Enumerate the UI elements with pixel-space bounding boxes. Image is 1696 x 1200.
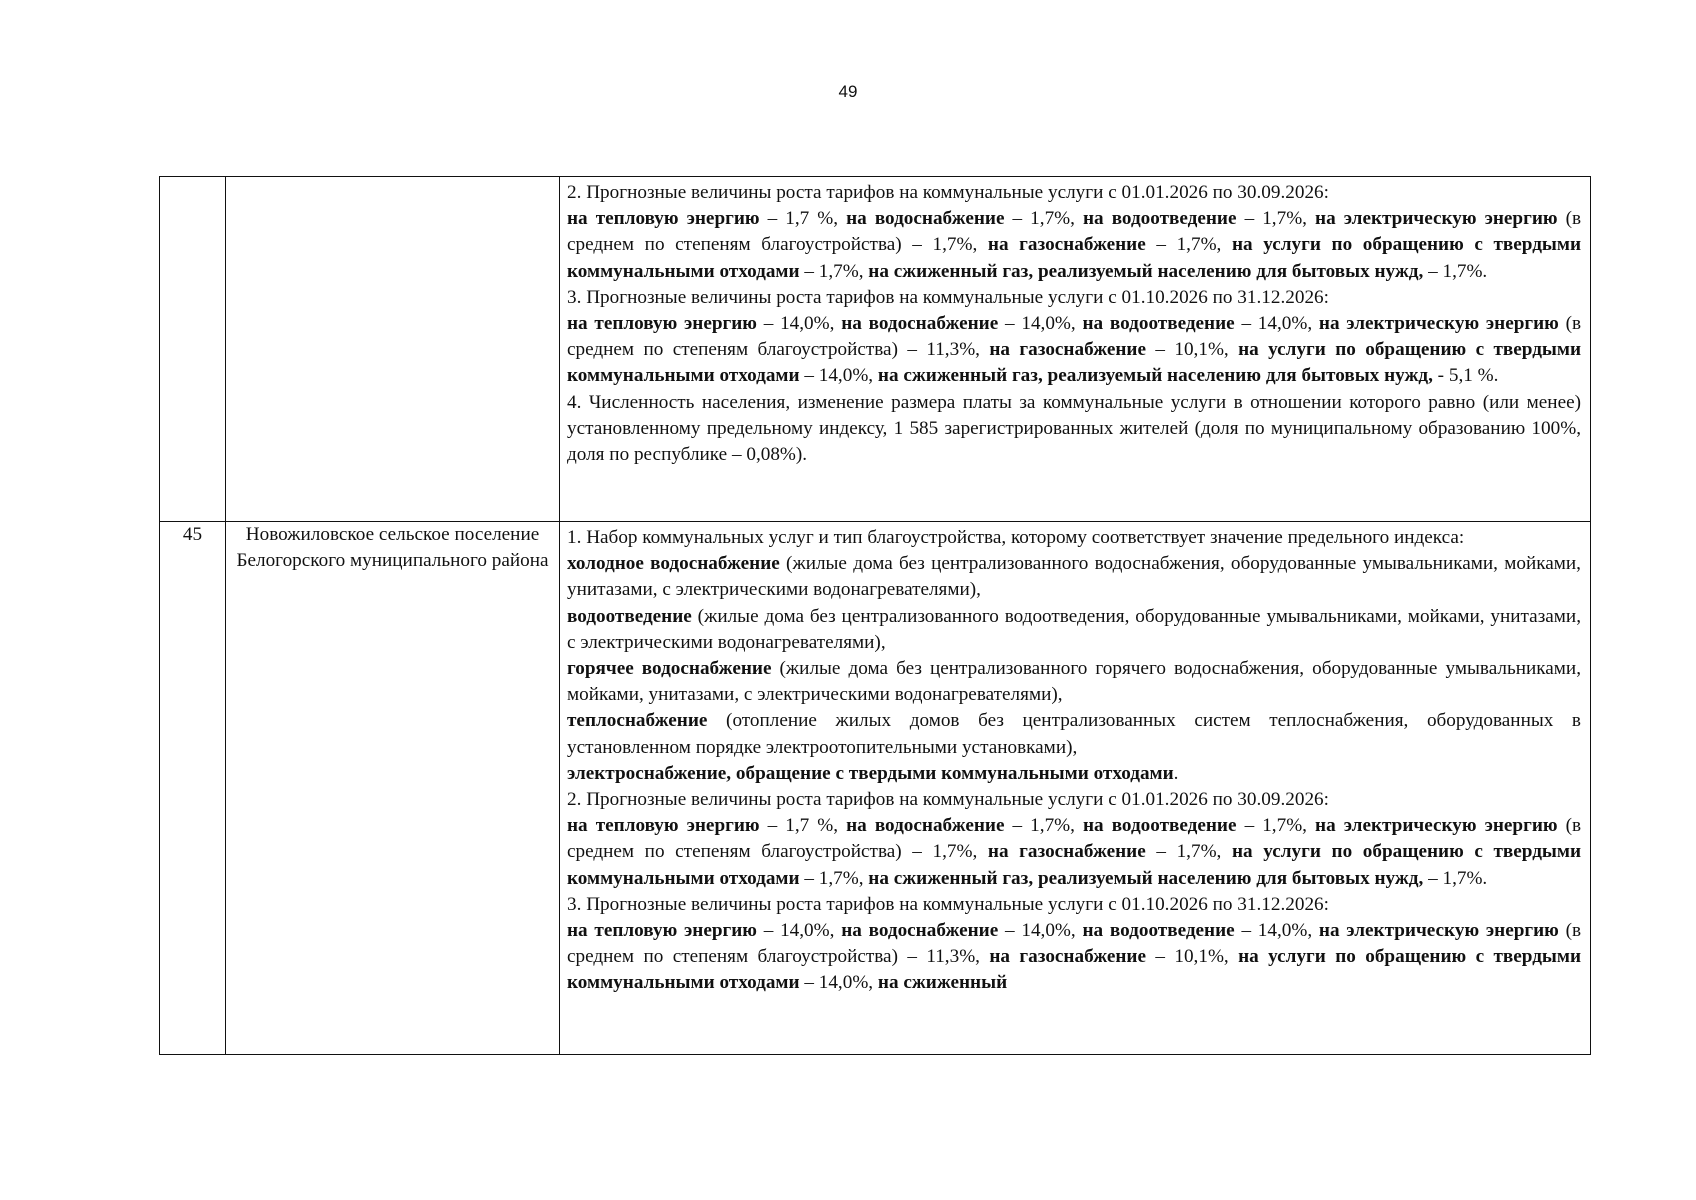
- gas-label: на газоснабжение: [989, 339, 1146, 361]
- row-number-cell: [160, 177, 226, 522]
- electricity-label: на электрическую энергию: [1315, 815, 1558, 837]
- electricity-value: (в среднем по степеням благоустройства) – 1,7%,: [567, 208, 1582, 256]
- drain-value: – 1,7%,: [1236, 815, 1316, 837]
- forecast-jan-sep-paragraph: [567, 180, 1581, 285]
- heating-text: (отопление жилых домов без централизованных систем теплоснабжения, оборудованных в установленном порядке электроотопительными установками),: [567, 710, 1581, 758]
- water-value: – 1,7%,: [1004, 815, 1083, 837]
- gas-value: – 10,1%,: [1146, 946, 1239, 968]
- lpg-value: - 5,1 %.: [1432, 365, 1499, 387]
- heat-value: – 14,0%,: [756, 920, 842, 942]
- electricity-waste-label: электроснабжение, обращение с твердыми коммунальными отходами: [567, 762, 1174, 784]
- waste-value: – 14,0%,: [799, 365, 878, 387]
- table-row: [160, 522, 1591, 1055]
- water-label: на водоснабжение: [841, 313, 999, 335]
- gas-label: на газоснабжение: [987, 841, 1146, 863]
- drain-label: на водоотведение: [1082, 920, 1235, 942]
- settlement-name-cell: [226, 177, 560, 522]
- water-label: на водоснабжение: [841, 920, 999, 942]
- heat-label: на тепловую энергию: [567, 208, 760, 230]
- paragraph-intro: 3. Прогнозные величины роста тарифов на коммунальные услуги с 01.10.2026 по 31.12.2026:: [567, 893, 1329, 915]
- drain-label: водоотведение: [567, 605, 692, 627]
- drain-value: – 1,7%,: [1236, 208, 1316, 230]
- lpg-label: на сжиженный газ, реализуемый населению для бытовых нужд,: [877, 365, 1433, 387]
- paragraph-intro: 2. Прогнозные величины роста тарифов на коммунальные услуги с 01.01.2026 по 30.09.2026:: [567, 789, 1329, 811]
- page-number: 49: [838, 82, 858, 101]
- forecast-jan-sep-paragraph: [567, 787, 1581, 892]
- water-label: на водоснабжение: [846, 208, 1005, 230]
- electricity-value: (в среднем по степеням благоустройства) – 11,3%,: [567, 313, 1582, 361]
- paragraph-intro: 3. Прогнозные величины роста тарифов на коммунальные услуги с 01.10.2026 по 31.12.2026:: [567, 286, 1329, 308]
- lpg-value: – 1,7%.: [1423, 867, 1488, 889]
- hot-water-label: горячее водоснабжение: [567, 658, 772, 680]
- tariff-details-cell: [560, 522, 1591, 1055]
- lpg-label: на сжиженный: [877, 972, 1008, 994]
- water-value: – 14,0%,: [998, 313, 1083, 335]
- drain-value: – 14,0%,: [1234, 920, 1319, 942]
- electricity-label: на электрическую энергию: [1318, 313, 1559, 335]
- gas-value: – 1,7%,: [1145, 841, 1232, 863]
- electricity-value: (в среднем по степеням благоустройства) – 1,7%,: [567, 815, 1582, 863]
- population-paragraph: 4. Численность населения, изменение размера платы за коммунальные услуги в отношении которого равно (или менее) установленному предельному индексу, 1 585 зарегистрированных жителей (доля по муниципальному образованию 100%, доля по республике – 0,08%).: [567, 391, 1581, 466]
- gas-value: – 10,1%,: [1146, 339, 1239, 361]
- drain-label: на водоотведение: [1083, 815, 1237, 837]
- electricity-value: (в среднем по степеням благоустройства) – 11,3%,: [567, 920, 1582, 968]
- cold-water-text: (жилые дома без централизованного водоснабжения, оборудованные умывальниками, мойками, унитазами, с электрическими водонагревателями),: [567, 553, 1581, 601]
- drain-text: (жилые дома без централизованного водоотведения, оборудованные умывальниками, мойками, унитазами, с электрическими водонагревателями),: [567, 605, 1581, 653]
- services-paragraph: [567, 525, 1581, 787]
- drain-label: на водоотведение: [1082, 313, 1235, 335]
- gas-label: на газоснабжение: [987, 234, 1146, 256]
- row-number-cell: 45: [160, 522, 226, 1055]
- lpg-value: – 1,7%.: [1423, 260, 1488, 282]
- heat-label: на тепловую энергию: [567, 920, 757, 942]
- waste-value: – 14,0%,: [799, 972, 878, 994]
- water-value: – 14,0%,: [998, 920, 1083, 942]
- heat-value: – 1,7 %,: [759, 815, 847, 837]
- electricity-label: на электрическую энергию: [1318, 920, 1559, 942]
- heating-label: теплоснабжение: [567, 710, 708, 732]
- forecast-oct-dec-paragraph: [567, 892, 1581, 997]
- water-label: на водоснабжение: [846, 815, 1005, 837]
- heat-label: на тепловую энергию: [567, 313, 757, 335]
- heat-label: на тепловую энергию: [567, 815, 760, 837]
- tariff-details-cell: [560, 177, 1591, 522]
- waste-value: – 1,7%,: [799, 867, 869, 889]
- lpg-label: на сжиженный газ, реализуемый населению для бытовых нужд,: [868, 260, 1424, 282]
- settlement-name-cell: Новожиловское сельское поселение Белогорского муниципального района: [226, 522, 560, 1055]
- water-value: – 1,7%,: [1004, 208, 1083, 230]
- heat-value: – 14,0%,: [756, 313, 842, 335]
- table-row: [160, 177, 1591, 522]
- heat-value: – 1,7 %,: [759, 208, 847, 230]
- electricity-label: на электрическую энергию: [1315, 208, 1558, 230]
- waste-value: – 1,7%,: [799, 260, 869, 282]
- hot-water-text: (жилые дома без централизованного горячего водоснабжения, оборудованные умывальниками, мойками, унитазами, с электрическими водонагревателями),: [567, 658, 1581, 706]
- lpg-label: на сжиженный газ, реализуемый населению для бытовых нужд,: [868, 867, 1424, 889]
- drain-label: на водоотведение: [1083, 208, 1237, 230]
- waste-label: на услуги по обращению с твердыми коммунальными отходами: [567, 946, 1582, 994]
- gas-label: на газоснабжение: [989, 946, 1146, 968]
- forecast-oct-dec-paragraph: [567, 285, 1581, 390]
- electricity-waste-end: .: [1173, 762, 1179, 784]
- waste-label: на услуги по обращению с твердыми коммунальными отходами: [567, 234, 1582, 282]
- paragraph-intro: 2. Прогнозные величины роста тарифов на коммунальные услуги с 01.01.2026 по 30.09.2026:: [567, 182, 1329, 203]
- cold-water-label: холодное водоснабжение: [567, 553, 780, 575]
- waste-label: на услуги по обращению с твердыми коммунальными отходами: [567, 339, 1582, 387]
- tariff-table: [159, 176, 1591, 1055]
- paragraph-intro: 1. Набор коммунальных услуг и тип благоустройства, которому соответствует значение предельного индекса:: [567, 527, 1465, 548]
- gas-value: – 1,7%,: [1145, 234, 1232, 256]
- drain-value: – 14,0%,: [1234, 313, 1319, 335]
- waste-label: на услуги по обращению с твердыми коммунальными отходами: [567, 841, 1582, 889]
